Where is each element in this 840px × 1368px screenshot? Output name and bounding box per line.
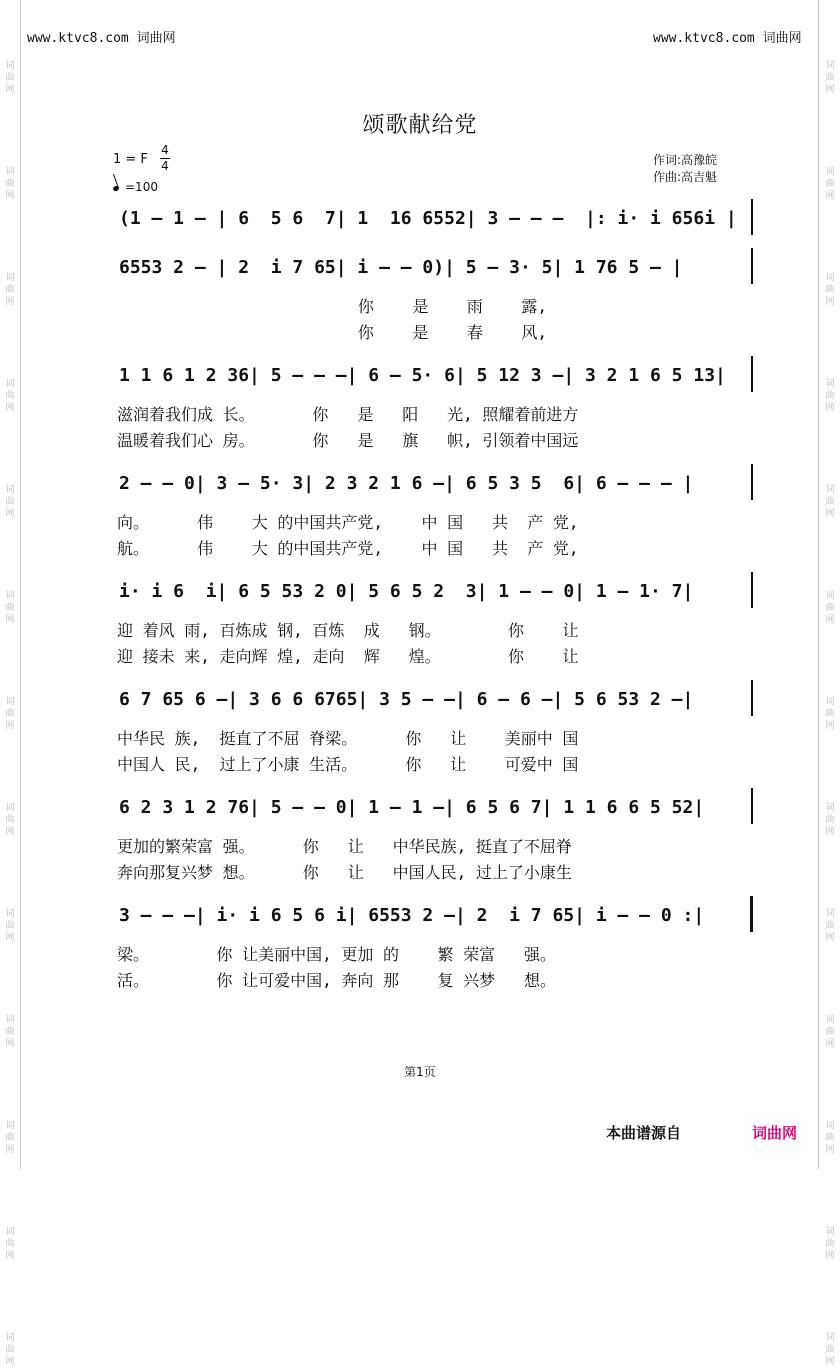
score-notes: 6 2 3 1 2 76| 5 – – 0| 1 – 1 –| 6 5 6 7| 1 1 6 6 5 52| bbox=[119, 797, 705, 818]
score-notes: 3 – – –| i· i 6 5 6 i| 6553 2 –| 2 i 7 65| i – – 0 :| bbox=[119, 905, 705, 926]
barline bbox=[751, 199, 753, 235]
right-side-watermark: 词曲网 词曲网 词曲网 词曲网 词曲网 词曲网 词曲网 词曲网 词曲网 词曲网 词曲网 词曲网 词曲网 bbox=[825, 61, 835, 1367]
time-signature bbox=[160, 143, 170, 174]
quarter-note-icon bbox=[112, 185, 119, 192]
tempo-value: =100 bbox=[125, 180, 158, 194]
time-signature-bottom: 4 bbox=[161, 159, 169, 173]
lyric-line: 你 是 春 风, bbox=[117, 323, 548, 342]
lyric-line: 活。 你 让可爱中国, 奔向 那 复 兴梦 想。 bbox=[117, 971, 557, 990]
key-label: 1 = F bbox=[113, 152, 148, 167]
score-line-6 bbox=[113, 686, 753, 716]
score-notes: 2 – – 0| 3 – 5· 3| 2 3 2 1 6 –| 6 5 3 5 6| 6 – – – | bbox=[119, 473, 694, 494]
score-line-5 bbox=[113, 578, 753, 608]
score-line-1 bbox=[113, 205, 753, 235]
lyric-line: 温暖着我们心 房。 你 是 旗 帜, 引领着中国远 bbox=[117, 431, 579, 450]
score-line-4 bbox=[113, 470, 753, 500]
left-margin-line bbox=[20, 0, 21, 1169]
header-watermark-right: www.ktvc8.com 词曲网 bbox=[653, 31, 802, 46]
header-watermark-left: www.ktvc8.com 词曲网 bbox=[27, 31, 176, 46]
score-notes: (1 – 1 – | 6 5 6 7| 1 16 6552| 3 – – – |: i· i 656i | bbox=[119, 208, 737, 229]
score-notes: 6553 2 – | 2 i 7 65| i – – 0)| 5 – 3· 5| 1 76 5 – | bbox=[119, 257, 683, 278]
score-line-2 bbox=[113, 254, 753, 284]
page-number: 第1页 bbox=[404, 1065, 436, 1079]
barline bbox=[751, 356, 753, 392]
lyric-line: 航。 伟 大 的中国共产党, 中 国 共 产 党, bbox=[117, 539, 579, 558]
barline bbox=[751, 788, 753, 824]
footer-source-label: 本曲谱源自 bbox=[606, 1124, 682, 1142]
barline bbox=[751, 248, 753, 284]
lyric-line: 迎 接未 来, 走向辉 煌, 走向 辉 煌。 你 让 bbox=[117, 647, 579, 666]
score-line-8 bbox=[113, 902, 753, 932]
lyric-line: 梁。 你 让美丽中国, 更加 的 繁 荣富 强。 bbox=[117, 945, 557, 964]
score-line-3 bbox=[113, 362, 753, 392]
lyric-line: 向。 伟 大 的中国共产党, 中 国 共 产 党, bbox=[117, 513, 579, 532]
credits bbox=[653, 152, 717, 186]
right-margin-line bbox=[818, 0, 819, 1169]
lyric-line: 中华民 族, 挺直了不屈 脊梁。 你 让 美丽中 国 bbox=[117, 729, 579, 748]
composer: 作曲:高吉魁 bbox=[653, 170, 718, 184]
lyric-line: 中国人 民, 过上了小康 生活。 你 让 可爱中 国 bbox=[117, 755, 579, 774]
score-line-7 bbox=[113, 794, 753, 824]
lyric-line: 滋润着我们成 长。 你 是 阳 光, 照耀着前进方 bbox=[117, 405, 579, 424]
left-side-watermark: 词曲网 词曲网 词曲网 词曲网 词曲网 词曲网 词曲网 词曲网 词曲网 词曲网 词曲网 词曲网 词曲网 bbox=[5, 61, 15, 1367]
final-barline bbox=[750, 896, 753, 932]
key-signature bbox=[113, 143, 169, 173]
tempo-marking bbox=[113, 180, 158, 194]
score-notes: 1 1 6 1 2 36| 5 – – –| 6 – 5· 6| 5 12 3 –| 3 2 1 6 5 13| bbox=[119, 365, 726, 386]
lyric-line: 迎 着风 雨, 百炼成 钢, 百炼 成 钢。 你 让 bbox=[117, 621, 579, 640]
barline bbox=[751, 572, 753, 608]
score-notes: 6 7 65 6 –| 3 6 6 6765| 3 5 – –| 6 – 6 –| 5 6 53 2 –| bbox=[119, 689, 694, 710]
footer-source-site-link[interactable]: 词曲网 bbox=[752, 1124, 798, 1142]
barline bbox=[751, 464, 753, 500]
lyricist: 作词:高豫皖 bbox=[653, 153, 718, 167]
lyric-line: 更加的繁荣富 强。 你 让 中华民族, 挺直了不屈脊 bbox=[117, 837, 572, 856]
time-signature-top: 4 bbox=[161, 143, 169, 157]
lyric-line: 奔向那复兴梦 想。 你 让 中国人民, 过上了小康生 bbox=[117, 863, 572, 882]
song-title: 颂歌献给党 bbox=[362, 113, 478, 138]
barline bbox=[751, 680, 753, 716]
score-notes: i· i 6 i| 6 5 53 2 0| 5 6 5 2 3| 1 – – 0| 1 – 1· 7| bbox=[119, 581, 694, 602]
lyric-line: 你 是 雨 露, bbox=[117, 297, 548, 316]
